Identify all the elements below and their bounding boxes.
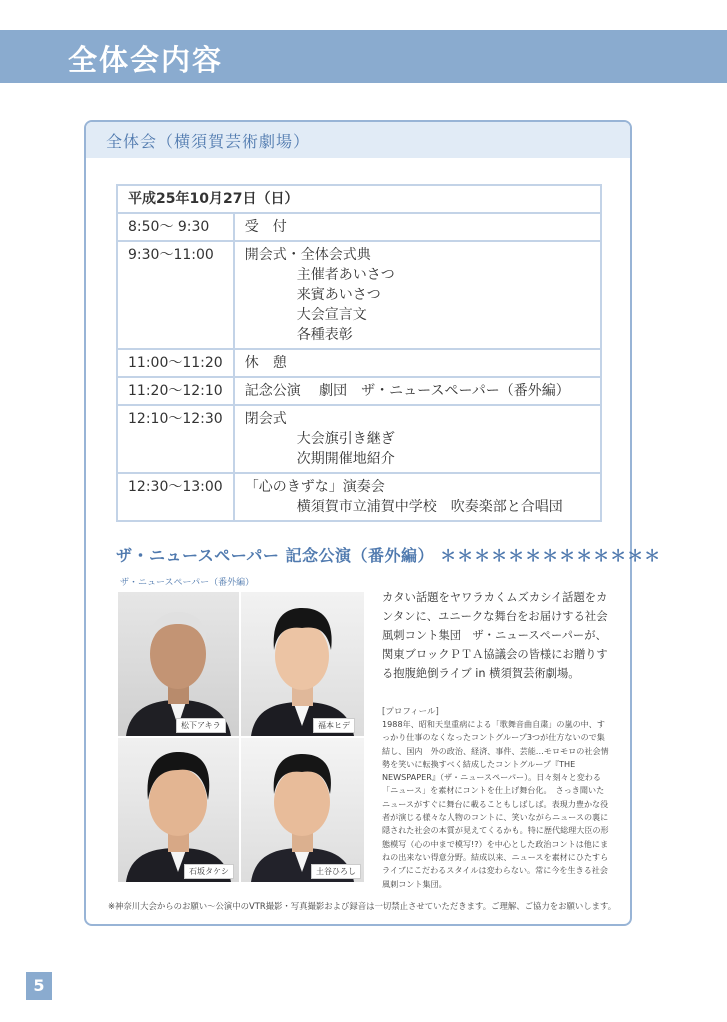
schedule-time: 11:20～12:10 (117, 377, 234, 405)
schedule-item (234, 377, 601, 405)
schedule-subline: 次期開催地紹介 (296, 451, 395, 467)
schedule-subline: 横須賀市立浦賀中学校 吹奏楽部と合唱団 (296, 499, 563, 515)
section-title-text: ザ・ニュースペーパー 記念公演（番外編） (116, 546, 434, 565)
member-name: 福本ヒデ (313, 718, 355, 733)
member-photo (241, 738, 364, 882)
profile-heading: [プロフィール] (382, 707, 439, 717)
performance-description: カタい話題をヤワラカくムズカシイ話題をカンタンに、ユニークな舞台をお届けする社会風刺コント集団 ザ・ニュースペーパーが、関東ブロックＰＴＡ協議会の皆様にお贈りする抱腹絶倒ライブ in 横須賀芸術劇場。 (382, 591, 608, 680)
section-stars: ＊＊＊＊＊＊＊＊＊＊＊＊＊ (440, 546, 662, 565)
schedule-line: 受 付 (244, 219, 287, 235)
schedule-line: 「心のきずな」演奏会 (244, 479, 385, 495)
member-name: 松下アキラ (176, 718, 226, 733)
table-row (117, 405, 601, 473)
schedule-item (234, 473, 601, 521)
table-row (117, 377, 601, 405)
portrait-image (241, 738, 364, 882)
schedule-time: 9:30～11:00 (117, 241, 234, 349)
schedule-line: 記念公演 劇団 ザ・ニュースペーパー（番外編） (244, 383, 570, 399)
schedule-time: 12:30～13:00 (117, 473, 234, 521)
schedule-item (234, 241, 601, 349)
member-photo (241, 592, 364, 736)
table-row (117, 349, 601, 377)
header-band (0, 30, 727, 83)
schedule-date: 平成25年10月27日（日） (117, 185, 601, 213)
table-row (117, 473, 601, 521)
portrait-image (241, 592, 364, 736)
schedule-time: 11:00～11:20 (117, 349, 234, 377)
member-photo (118, 738, 239, 882)
schedule-subline: 大会宣言文 (296, 307, 367, 323)
member-photo (118, 592, 239, 736)
schedule-line: 閉会式 (244, 411, 287, 427)
schedule-time: 8:50～ 9:30 (117, 213, 234, 241)
schedule-line: 休 憩 (244, 355, 287, 371)
schedule-line: 開会式・全体会式典 (244, 247, 371, 263)
schedule-table (116, 184, 602, 522)
table-row (117, 241, 601, 349)
schedule-subline: 主催者あいさつ (296, 267, 395, 283)
schedule-time: 12:10～12:30 (117, 405, 234, 473)
section-title (116, 543, 661, 566)
schedule-subline: 大会旗引き継ぎ (296, 431, 395, 447)
page-number: 5 (26, 972, 52, 1000)
profile-text: 1988年、昭和天皇重病による「歌舞音曲自粛」の嵐の中、すっかり仕事のなくなったコントグループ3つが仕方ないので集結し、国内 外の政治、経済、事件、芸能…モロモロの社会情勢を笑いに転換すべく結成したコントグループ『THE NEWSPAPER』（ザ・ニュースペーパー）。日々刻々と変わる「ニュース」を素材にコントを仕上げ舞台化。 さっき聞いたニュースがすぐに舞台に載ることもしばしば。表現力豊かな役者が演じる様々な人物のコントに、笑いながらニュースの裏に隠された社会の本質が見えてくるかも。特に歴代総理大臣の形態模写（心の中まで模写!?）を中心とした政治コントは他にまねの出来ない得意分野。結成以来、ニュースを素材にひたすらライブにこだわるスタイルは変わらない。常に今を生きる社会風刺コント集団。 (382, 719, 609, 889)
schedule-item (234, 405, 601, 473)
member-name: 石坂タケシ (184, 864, 234, 879)
schedule-item (234, 213, 601, 241)
portrait-image (118, 738, 239, 882)
card-title: 全体会（横須賀芸術劇場） (106, 132, 311, 151)
page-title: 全体会内容 (68, 43, 224, 77)
event-card (84, 120, 662, 926)
photo-label: ザ・ニュースペーパー（番外編） (120, 578, 255, 588)
schedule-subline: 来賓あいさつ (296, 287, 381, 303)
member-name: 土谷ひろし (311, 864, 361, 879)
notice-text: ※神奈川大会からのお願い～公演中のVTR撮影・写真撮影および録音は一切禁止させていただきます。ご理解、ご協力をお願いします。 (108, 901, 617, 911)
schedule-item (234, 349, 601, 377)
table-row (117, 185, 601, 213)
schedule-subline: 各種表彰 (296, 327, 353, 343)
card-header (86, 122, 630, 158)
portrait-image (118, 592, 239, 736)
table-row (117, 213, 601, 241)
